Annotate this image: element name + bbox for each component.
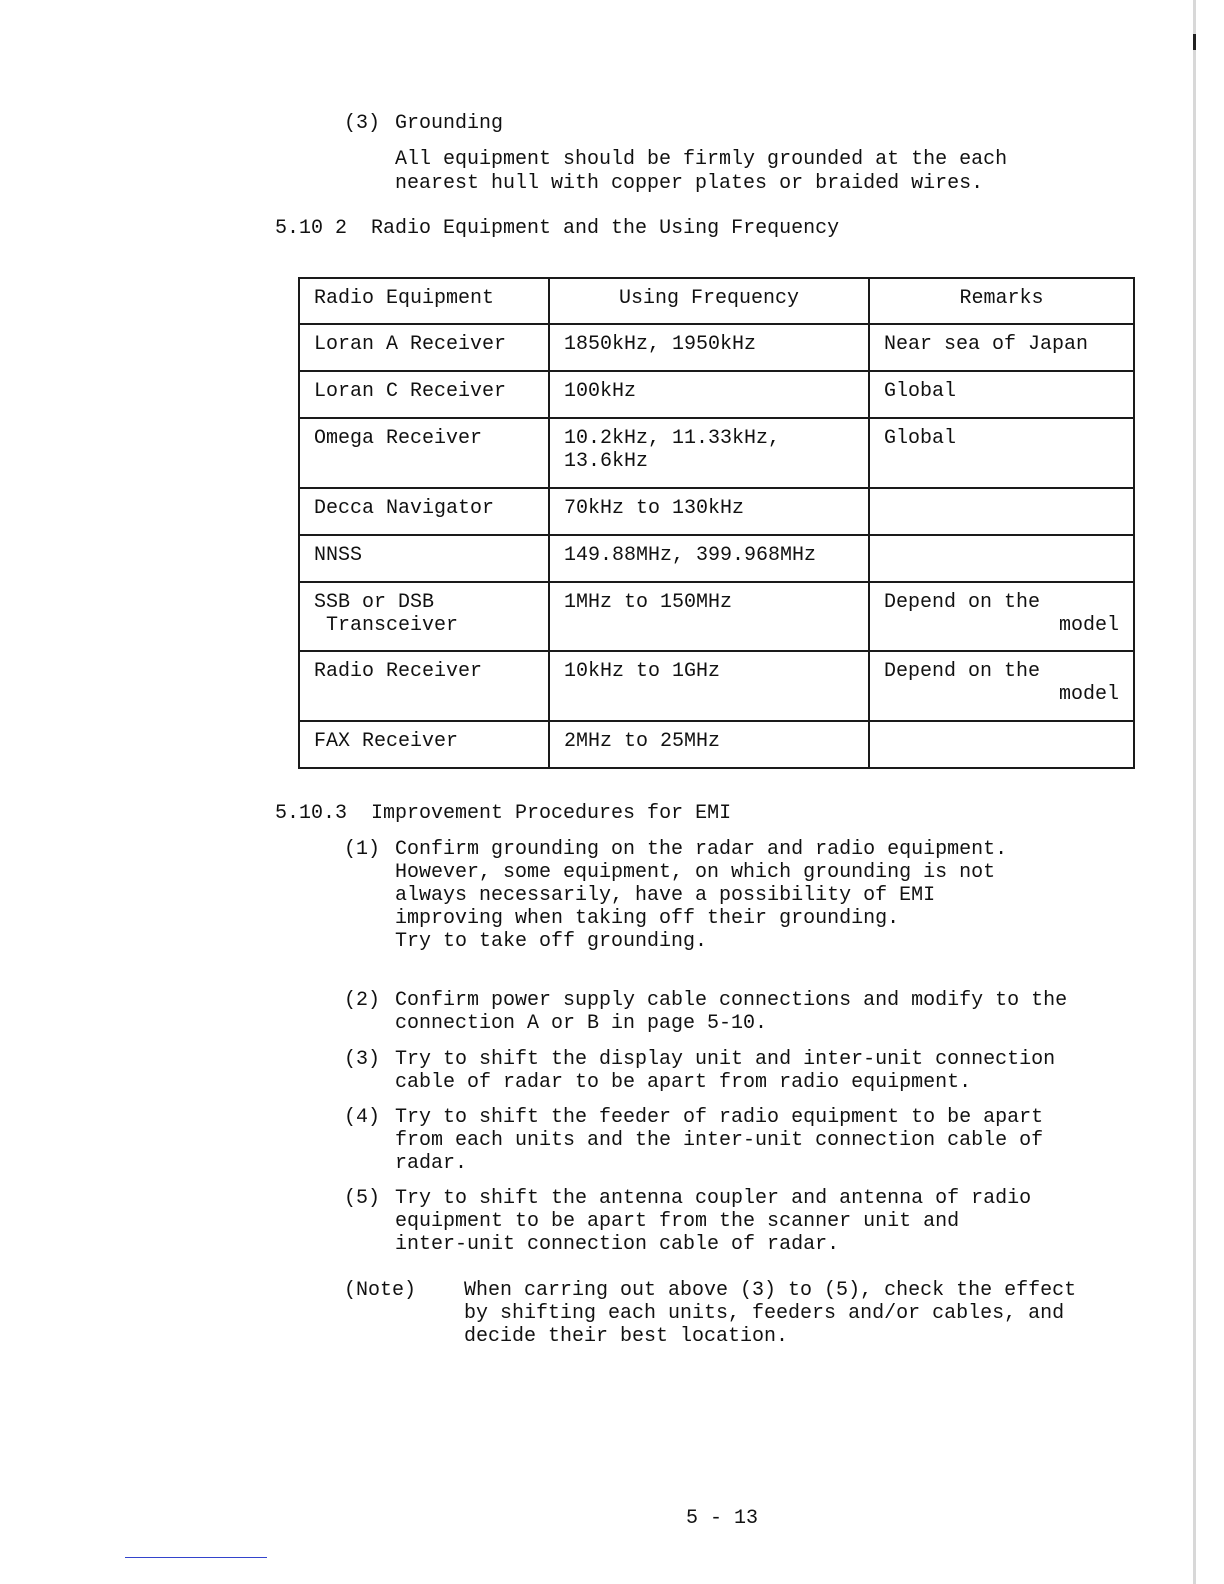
header-radio-equipment: Radio Equipment <box>299 278 549 324</box>
item-4-number: (4) <box>344 1106 381 1129</box>
note-label: (Note) <box>344 1279 417 1302</box>
cell-remarks <box>869 582 1134 651</box>
item-1-text: Confirm grounding on the radar and radio equipment. However, some equipment, on which grounding is not always necessarily, have a possibility of EMI improving when taking off their grounding. Try to take off grounding. <box>395 838 1008 953</box>
cell-remarks <box>869 488 1134 535</box>
table-row <box>299 418 1134 488</box>
page-number: 5 - 13 <box>686 1507 759 1530</box>
item-4-text: Try to shift the feeder of radio equipment to be apart from each units and the inter-unit connection cable of radar. <box>395 1106 1044 1175</box>
header-using-frequency: Using Frequency <box>549 278 869 324</box>
cell-frequency: 2MHz to 25MHz <box>549 721 869 768</box>
cell-frequency: 10.2kHz, 11.33kHz, 13.6kHz <box>549 418 869 488</box>
cell-frequency: 10kHz to 1GHz <box>549 651 869 721</box>
header-remarks: Remarks <box>869 278 1134 324</box>
scan-edge <box>1193 0 1196 1584</box>
cell-equipment: Omega Receiver <box>299 418 549 488</box>
item-1-number: (1) <box>344 838 381 861</box>
item-2-number: (2) <box>344 989 381 1012</box>
cell-remarks: Global <box>869 418 1134 488</box>
grounding-number: (3) <box>344 112 381 135</box>
remarks-line-1: Depend on the <box>884 660 1041 683</box>
cell-equipment: NNSS <box>299 535 549 582</box>
cell-remarks: Near sea of Japan <box>869 324 1134 371</box>
section-5-10-2-heading: 5.10 2 Radio Equipment and the Using Frequency <box>275 217 840 240</box>
table-row <box>299 582 1134 651</box>
remarks-line-2: model <box>1058 614 1119 637</box>
cell-equipment: Radio Receiver <box>299 651 549 721</box>
cell-remarks <box>869 721 1134 768</box>
note-text: When carring out above (3) to (5), check the effect by shifting each units, feeders and/or cables, and decide their best location. <box>464 1279 1077 1348</box>
table-row <box>299 488 1134 535</box>
cell-frequency: 100kHz <box>549 371 869 418</box>
item-3-number: (3) <box>344 1048 381 1071</box>
footer-rule <box>125 1557 267 1558</box>
cell-frequency: 1MHz to 150MHz <box>549 582 869 651</box>
cell-frequency: 1850kHz, 1950kHz <box>549 324 869 371</box>
cell-equipment: Decca Navigator <box>299 488 549 535</box>
scan-edge-mark <box>1193 34 1196 50</box>
grounding-heading: Grounding <box>395 112 504 135</box>
table-row <box>299 651 1134 721</box>
table-row <box>299 721 1134 768</box>
item-5-text: Try to shift the antenna coupler and antenna of radio equipment to be apart from the scanner unit and inter-unit connection cable of radar. <box>395 1187 1032 1256</box>
item-5-number: (5) <box>344 1187 381 1210</box>
section-5-10-3-heading: 5.10.3 Improvement Procedures for EMI <box>275 802 732 825</box>
cell-frequency: 149.88MHz, 399.968MHz <box>549 535 869 582</box>
grounding-line-2: nearest hull with copper plates or braided wires. <box>395 172 984 195</box>
item-2-text: Confirm power supply cable connections and modify to the connection A or B in page 5-10. <box>395 989 1068 1035</box>
cell-remarks: Global <box>869 371 1134 418</box>
cell-equipment: Loran C Receiver <box>299 371 549 418</box>
remarks-line-1: Depend on the <box>884 591 1041 614</box>
table-header-row <box>299 278 1134 324</box>
remarks-line-2: model <box>1058 683 1119 706</box>
table-row <box>299 371 1134 418</box>
item-3-text: Try to shift the display unit and inter-unit connection cable of radar to be apart from radio equipment. <box>395 1048 1056 1094</box>
cell-frequency: 70kHz to 130kHz <box>549 488 869 535</box>
cell-remarks <box>869 535 1134 582</box>
radio-frequency-table <box>298 277 1135 769</box>
table-row <box>299 535 1134 582</box>
cell-remarks <box>869 651 1134 721</box>
table-row <box>299 324 1134 371</box>
cell-equipment: FAX Receiver <box>299 721 549 768</box>
grounding-line-1: All equipment should be firmly grounded at the each <box>395 148 1008 171</box>
cell-equipment: Loran A Receiver <box>299 324 549 371</box>
cell-equipment: SSB or DSB Transceiver <box>299 582 549 651</box>
